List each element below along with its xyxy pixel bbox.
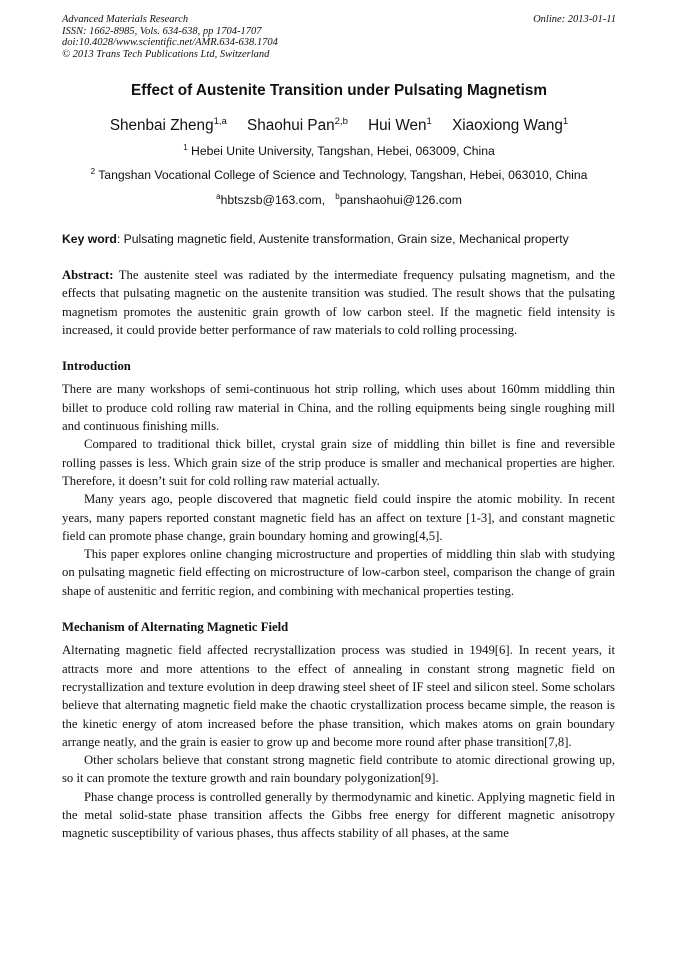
doi-line: doi:10.4028/www.scientific.net/AMR.634-638.1704 [62, 37, 278, 48]
affiliation-text: Hebei Unite University, Tangshan, Hebei, 063009, China [191, 144, 495, 159]
author-sup: 1 [426, 116, 432, 127]
email-address: panshaohui@126.com [339, 193, 462, 208]
paper-body [62, 266, 615, 843]
author-list [0, 116, 678, 135]
author-name: Shenbai Zheng [109, 117, 214, 135]
mechanism-paragraph: Phase change process is controlled generally by thermodynamic and kinetic. Applying magnetic field in the metal solid-state phase transition affects the Gibbs free energy for different magnetic anisotropy magnetic susceptibility of various phases, thus affects stability of all phases, at the same [62, 789, 615, 841]
abstract-label: Abstract: [62, 268, 114, 282]
affiliation-1 [0, 143, 678, 158]
affiliation-2 [0, 167, 678, 182]
online-date: Online: 2013-01-11 [533, 14, 616, 25]
abstract [62, 266, 615, 339]
mechanism-paragraph: Alternating magnetic field affected recrystallization process was studied in 1949[6]. In recent years, it attracts more and more attentions to the effect of annealing in constant strong magnetic field on recrystallization and texture evolution in deep drawing steel sheet of IF steel and silicon steel. Some scholars believe that alternating magnetic field make the chaotic crystallization process became simple, the reason is the kinetic energy of atom increased before the phase transition, which makes atoms on grain boundary arrange neatly, and the grain is easier to grow up and become more round after phase transition[7,8]. [62, 643, 615, 749]
author-sup: 2,b [334, 116, 348, 127]
copyright-line: © 2013 Trans Tech Publications Ltd, Switzerland [62, 48, 270, 60]
spacer [62, 339, 615, 357]
mechanism-paragraph: Other scholars believe that constant strong magnetic field contribute to atomic directional growing up, so it can promote the texture growth and rain boundary polygonization[9]. [62, 753, 615, 786]
author-sup: 1 [562, 116, 569, 127]
author [368, 117, 432, 134]
author [452, 117, 568, 134]
author [247, 117, 348, 134]
affiliation-text: Tangshan Vocational College of Science and Technology, Tangshan, Hebei, 063010, China [98, 168, 588, 183]
keywords-text: : Pulsating magnetic field, Austenite transformation, Grain size, Mechanical property [116, 232, 569, 246]
intro-paragraph: Many years ago, people discovered that magnetic field could inspire the atomic mobility. In recent years, many papers reported constant magnetic field has an affect on texture [1-3], and constant magnetic field can promote phase change, grain boundary homing and growing[4,5]. [62, 492, 615, 543]
email-sup: b [335, 192, 340, 201]
journal-header [62, 14, 616, 60]
author-name: Shaohui Pan [247, 117, 335, 135]
journal-name: Advanced Materials Research [62, 14, 189, 25]
author-name: Xiaoxiong Wang [452, 117, 563, 135]
paper-title: Effect of Austenite Transition under Pulsating Magnetism [131, 82, 547, 99]
affiliation-sup: 1 [183, 143, 188, 152]
author-name: Hui Wen [368, 117, 427, 135]
keywords [62, 232, 616, 246]
spacer [62, 600, 615, 618]
introduction-heading: Introduction [62, 359, 131, 374]
email-sup: a [216, 192, 221, 201]
intro-paragraph: There are many workshops of semi-continuous hot strip rolling, which uses about 160mm middling thin billet to produce cold rolling raw material in China, and the rolling equipments being single roughing mill and continuous finishing mills. [62, 382, 615, 434]
intro-paragraph: Compared to traditional thick billet, crystal grain size of middling thin billet is fine and reversible rolling passes is less. Which grain size of the strip produce is smaller and mechanical properties are higher. Therefore, it doesn’t suit for cold rolling raw material actually. [62, 437, 615, 488]
issn-line: ISSN: 1662-8985, Vols. 634-638, pp 1704-1707 [62, 25, 262, 37]
abstract-text: The austenite steel was radiated by the intermediate frequency pulsating magnetism, and the effects that pulsating magnetic on the austenite transition was studied. The result shows that the pulsating magnetism promotes the austenitic grain growth of low carbon steel. If the magnetic field intensity is increased, it could provide better performance of raw materials to cold rolling processing. [62, 268, 615, 337]
email-line [0, 192, 678, 207]
author-sup: 1,a [213, 116, 227, 127]
email-address: hbtszsb@163.com, [220, 193, 326, 208]
author [110, 117, 227, 134]
intro-paragraph: This paper explores online changing microstructure and properties of middling thin slab with studying on pulsating magnetic field effecting on microstructure of low-carbon steel, comparison the change of grain shape of austenitic and ferritic region, and combining with mechanical properties testing. [62, 547, 615, 598]
keywords-label: Key word [62, 232, 117, 246]
affiliation-sup: 2 [90, 167, 96, 176]
mechanism-heading: Mechanism of Alternating Magnetic Field [62, 620, 289, 635]
